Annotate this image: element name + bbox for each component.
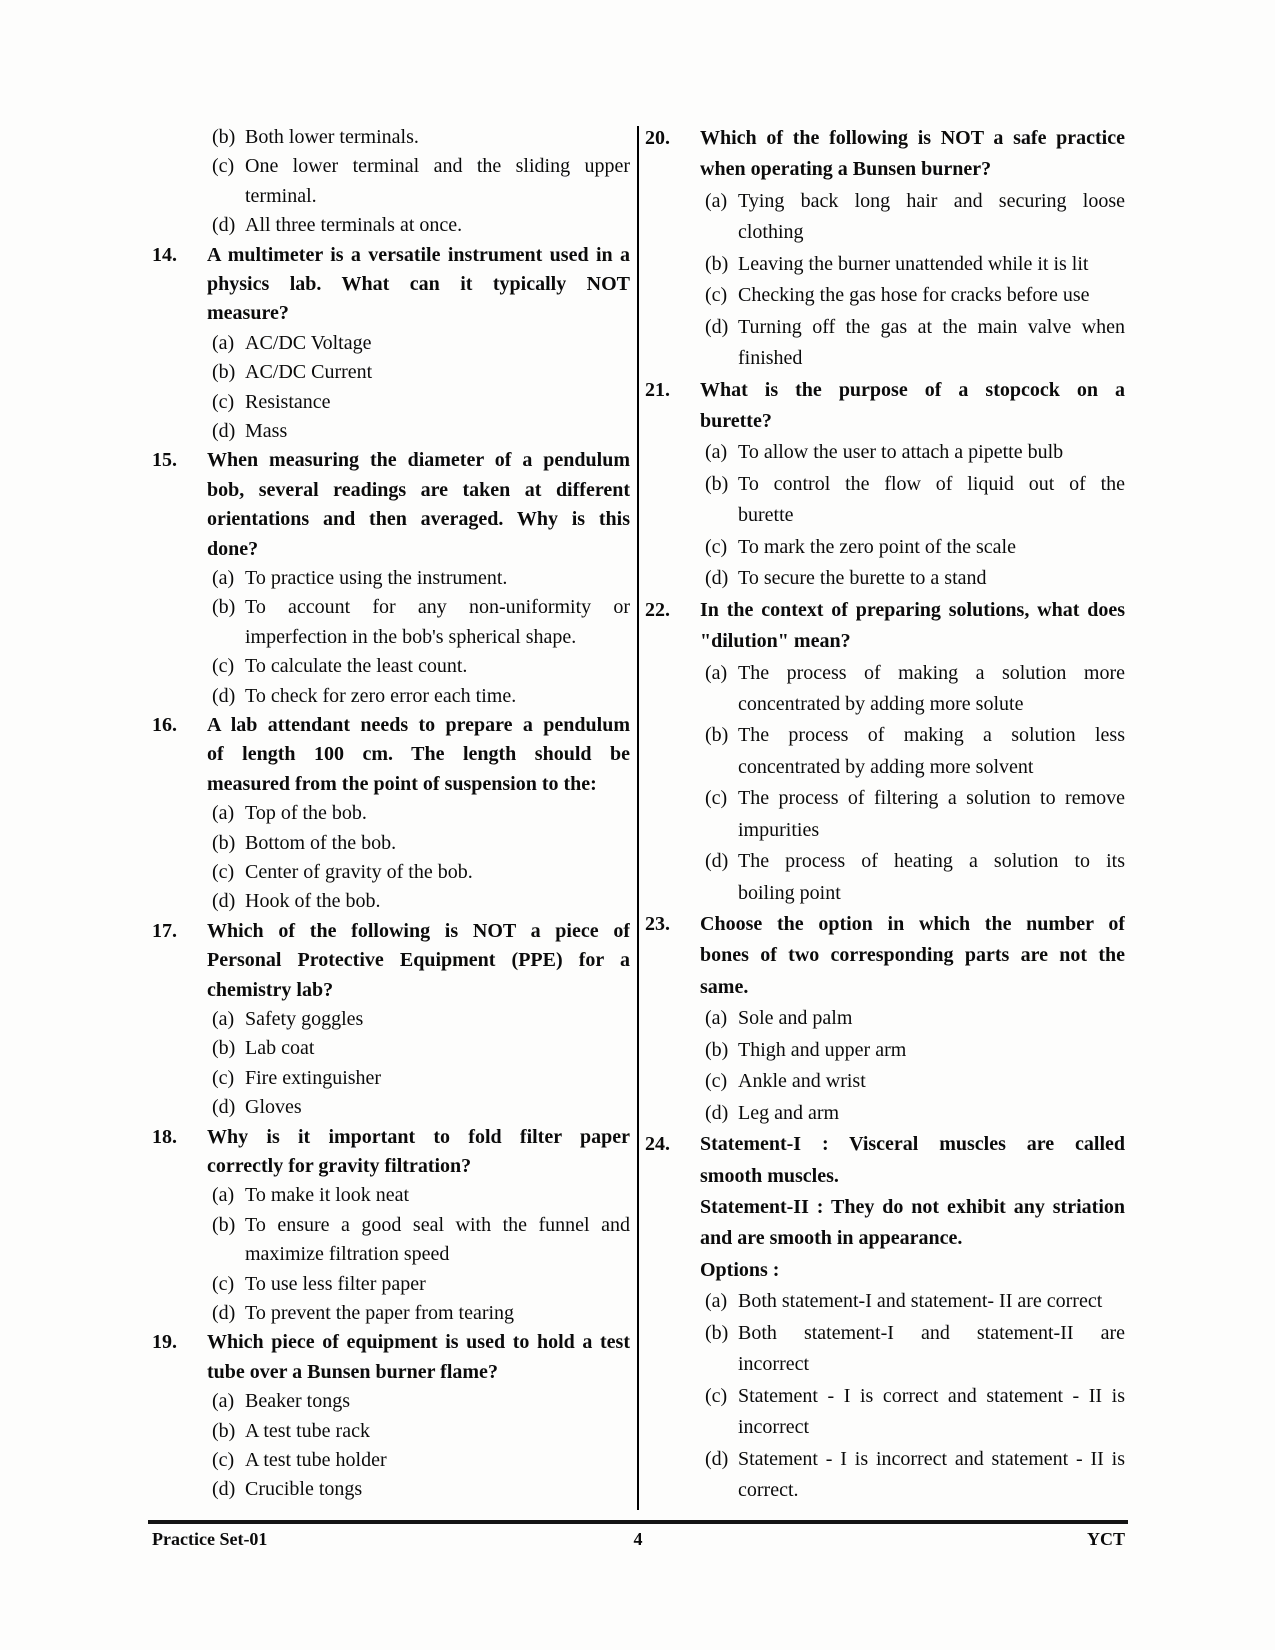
option-row: [212, 1211, 630, 1270]
text-line-question: burette?: [700, 409, 772, 432]
option-row: [705, 532, 1125, 563]
option-label: (b): [212, 1419, 236, 1442]
option-label: (c): [705, 787, 728, 810]
question-number: 20.: [645, 127, 670, 149]
option-row: [212, 329, 630, 358]
right-question-column: [645, 123, 1125, 1506]
option-label: (a): [212, 566, 235, 589]
option-label: (c): [705, 284, 728, 307]
question-paragraph: [207, 711, 630, 799]
left-question-column: [152, 123, 630, 1505]
option-text: [245, 829, 630, 858]
text-line-question: Statement-II : They do not exhibit any striation: [700, 1196, 1125, 1219]
option-row: [212, 858, 630, 887]
option-row: [212, 887, 630, 916]
text-line-question: Why is it important to fold filter paper: [207, 1125, 630, 1148]
text-line-question: tube over a Bunsen burner flame?: [207, 1360, 498, 1383]
question-paragraph: [207, 241, 630, 329]
question-body: [207, 917, 630, 1123]
option-row: [705, 249, 1125, 280]
option-text: [738, 563, 1125, 594]
option-label: (a): [212, 331, 235, 354]
text-line-option: Statement - I is correct and statement - II is: [738, 1384, 1125, 1407]
option-text: [245, 593, 630, 652]
option-row: [705, 658, 1125, 721]
text-line-question: Options :: [700, 1258, 780, 1281]
text-line-option: impurities: [738, 818, 820, 841]
option-label: (b): [212, 831, 236, 854]
option-text: [738, 1003, 1125, 1034]
text-line-question: correctly for gravity filtration?: [207, 1154, 472, 1177]
text-line-question: Which of the following is NOT a piece of: [207, 919, 630, 942]
text-line-question: chemistry lab?: [207, 978, 334, 1001]
option-row: [705, 280, 1125, 311]
text-line-option: maximize filtration speed: [245, 1243, 450, 1266]
footer-practice-set-label: Practice Set-01: [152, 1529, 268, 1549]
option-row: [212, 417, 630, 446]
question-block: [645, 595, 1125, 909]
option-label: (a): [705, 441, 728, 464]
option-text: [738, 469, 1125, 532]
option-row: [212, 829, 630, 858]
option-row: [705, 186, 1125, 249]
question-number: 17.: [152, 919, 177, 942]
option-row: [212, 1446, 630, 1475]
option-text: [738, 186, 1125, 249]
question-number: 19.: [152, 1331, 177, 1354]
option-text: [245, 417, 630, 446]
option-row: [705, 1444, 1125, 1507]
option-label: (d): [212, 890, 236, 913]
text-line-option: Both lower terminals.: [245, 126, 419, 148]
text-line-question: A multimeter is a versatile instrument used in a: [207, 243, 630, 266]
text-line-option: To practice using the instrument.: [245, 566, 508, 589]
option-row: [705, 1066, 1125, 1097]
text-line-option: Leg and arm: [738, 1101, 840, 1124]
option-row: [705, 1098, 1125, 1129]
option-row: [212, 1417, 630, 1446]
text-line-option: Top of the bob.: [245, 802, 367, 825]
option-row: [705, 1003, 1125, 1034]
text-line-option: Both statement-I and statement- II are correct: [738, 1290, 1103, 1313]
option-row: [705, 312, 1125, 375]
text-line-option: Sole and palm: [738, 1007, 853, 1030]
text-line-option: clothing: [738, 221, 804, 244]
question-body: [207, 123, 630, 241]
text-line-option: To make it look neat: [245, 1184, 410, 1207]
text-line-question: smooth muscles.: [700, 1164, 839, 1187]
option-text: [245, 1181, 630, 1210]
option-row: [212, 1005, 630, 1034]
text-line-question: orientations and then averaged. Why is this: [207, 508, 630, 531]
question-paragraph: [700, 595, 1125, 658]
question-body: [700, 375, 1125, 595]
question-number: 14.: [152, 243, 177, 266]
text-line-option: To allow the user to attach a pipette bulb: [738, 441, 1064, 464]
option-row: [212, 211, 630, 240]
text-line-option: Crucible tongs: [245, 1478, 363, 1501]
question-body: [207, 241, 630, 447]
question-body: [207, 711, 630, 917]
question-paragraph: [207, 917, 630, 1005]
option-label: (c): [212, 155, 235, 178]
option-row: [212, 564, 630, 593]
text-line-option: concentrated by adding more solvent: [738, 755, 1034, 778]
text-line-option: Bottom of the bob.: [245, 831, 397, 854]
text-line-option: Turning off the gas at the main valve when: [738, 315, 1125, 338]
text-line-question: physics lab. What can it typically NOT: [207, 272, 630, 295]
option-row: [212, 1034, 630, 1063]
option-text: [245, 1299, 630, 1328]
text-line-option: To secure the burette to a stand: [738, 567, 987, 590]
option-label: (c): [705, 1384, 728, 1407]
option-row: [212, 1064, 630, 1093]
text-line-option: A test tube holder: [245, 1448, 387, 1471]
option-text: [245, 858, 630, 887]
option-text: [738, 658, 1125, 721]
option-row: [705, 846, 1125, 909]
option-label: (b): [212, 596, 236, 619]
text-line-question: measured from the point of suspension to the:: [207, 772, 597, 795]
option-label: (d): [212, 419, 236, 442]
text-line-option: Lab coat: [245, 1037, 315, 1060]
question-paragraph: [207, 1328, 630, 1387]
text-line-option: Ankle and wrist: [738, 1070, 866, 1093]
option-text: [738, 720, 1125, 783]
option-label: (c): [212, 1272, 235, 1295]
option-row: [212, 358, 630, 387]
option-text: [245, 1475, 630, 1504]
text-line-option: Leaving the burner unattended while it is lit: [738, 252, 1089, 275]
text-line-option: AC/DC Voltage: [245, 331, 372, 354]
question-number: 23.: [645, 913, 670, 936]
option-row: [212, 799, 630, 828]
question-paragraph: [207, 446, 630, 564]
text-line-option: incorrect: [738, 1353, 810, 1376]
option-label: (d): [212, 1301, 236, 1324]
option-text: [738, 1066, 1125, 1097]
option-label: (b): [705, 724, 729, 747]
text-line-option: Tying back long hair and securing loose: [738, 189, 1125, 212]
text-line-question: measure?: [207, 302, 289, 325]
option-label: (d): [705, 1447, 729, 1470]
text-line-option: The process of filtering a solution to remove: [738, 787, 1125, 810]
option-label: (b): [212, 1213, 236, 1236]
option-label: (b): [705, 472, 729, 495]
option-label: (b): [705, 252, 729, 275]
option-text: [245, 388, 630, 417]
question-number: 21.: [645, 378, 670, 401]
option-label: (d): [212, 1478, 236, 1501]
option-label: (c): [212, 1448, 235, 1471]
text-line-question: done?: [207, 537, 259, 560]
option-label: (d): [705, 315, 729, 338]
text-line-question: bones of two corresponding parts are not the: [700, 944, 1125, 967]
text-line-question: A lab attendant needs to prepare a pendulum: [207, 713, 630, 736]
option-row: [212, 1093, 630, 1122]
text-line-question: When measuring the diameter of a pendulum: [207, 449, 630, 472]
option-row: [212, 1475, 630, 1504]
text-line-option: Statement - I is incorrect and statement - II is: [738, 1447, 1125, 1470]
question-block: [152, 1328, 630, 1504]
text-line-question: In the context of preparing solutions, what does: [700, 598, 1125, 621]
text-line-question: What is the purpose of a stopcock on a: [700, 378, 1125, 401]
text-line-option: The process of making a solution less: [738, 724, 1125, 747]
question-number: 24.: [645, 1133, 670, 1156]
option-label: (a): [212, 1007, 235, 1030]
option-row: [212, 1270, 630, 1299]
option-text: [738, 1318, 1125, 1381]
footer-publisher-label: YCT: [1086, 1529, 1125, 1549]
text-line-option: Thigh and upper arm: [738, 1038, 907, 1061]
option-text: [245, 1417, 630, 1446]
text-line-option: To control the flow of liquid out of the: [738, 472, 1125, 495]
text-line-question: and are smooth in appearance.: [700, 1227, 963, 1250]
option-row: [212, 123, 630, 152]
option-text: [738, 783, 1125, 846]
option-label: (c): [705, 535, 728, 558]
text-line-option: Beaker tongs: [245, 1390, 350, 1413]
option-text: [245, 682, 630, 711]
option-label: (d): [705, 850, 729, 873]
text-line-option: concentrated by adding more solute: [738, 692, 1024, 715]
text-line-option: correct.: [738, 1478, 799, 1501]
option-text: [738, 249, 1125, 280]
text-line-option: One lower terminal and the sliding upper: [245, 155, 630, 178]
text-line-option: To prevent the paper from tearing: [245, 1301, 515, 1324]
option-text: [738, 1444, 1125, 1507]
text-line-option: The process of heating a solution to its: [738, 850, 1125, 873]
question-paragraph: [700, 1255, 1125, 1286]
option-row: [212, 1181, 630, 1210]
text-line-option: terminal.: [245, 184, 317, 207]
text-line-option: Resistance: [245, 390, 331, 413]
option-row: [705, 720, 1125, 783]
option-text: [245, 1270, 630, 1299]
text-line-question: Statement-I : Visceral muscles are called: [700, 1133, 1125, 1156]
question-number: 16.: [152, 713, 177, 736]
option-label: (d): [212, 1096, 236, 1119]
text-line-option: A test tube rack: [245, 1419, 370, 1442]
question-number: 18.: [152, 1125, 177, 1148]
question-paragraph: [207, 1123, 630, 1182]
text-line-option: boiling point: [738, 881, 841, 904]
option-label: (c): [705, 1070, 728, 1093]
option-text: [738, 437, 1125, 468]
option-label: (d): [212, 214, 236, 237]
text-line-option: Gloves: [245, 1096, 302, 1119]
option-label: (c): [212, 860, 235, 883]
option-label: (c): [212, 390, 235, 413]
option-text: [738, 1098, 1125, 1129]
text-line-option: imperfection in the bob's spherical shape.: [245, 625, 577, 648]
option-row: [705, 1286, 1125, 1317]
question-body: [700, 595, 1125, 909]
option-label: (a): [705, 189, 728, 212]
text-line-option: Both statement-I and statement-II are: [738, 1321, 1125, 1344]
option-text: [245, 564, 630, 593]
question-paragraph: [700, 909, 1125, 1003]
question-block: [152, 1123, 630, 1329]
question-body: [207, 446, 630, 711]
option-text: [738, 280, 1125, 311]
option-text: [245, 887, 630, 916]
question-body: [700, 123, 1125, 375]
text-line-question: when operating a Bunsen burner?: [700, 158, 992, 181]
option-text: [245, 1005, 630, 1034]
option-row: [212, 388, 630, 417]
text-line-option: Hook of the bob.: [245, 890, 381, 913]
text-line-option: To check for zero error each time.: [245, 684, 517, 707]
question-number: 15.: [152, 449, 177, 472]
text-line-option: To use less filter paper: [245, 1272, 426, 1295]
option-label: (d): [705, 1101, 729, 1124]
option-text: [245, 1064, 630, 1093]
option-label: (a): [212, 802, 235, 825]
text-line-question: bob, several readings are taken at different: [207, 478, 630, 501]
option-label: (b): [212, 126, 236, 148]
text-line-option: Center of gravity of the bob.: [245, 860, 473, 883]
option-row: [212, 593, 630, 652]
option-text: [738, 846, 1125, 909]
option-row: [705, 563, 1125, 594]
column-divider-rule: [637, 126, 639, 1510]
text-line-question: same.: [700, 975, 749, 998]
text-line-question: of length 100 cm. The length should be: [207, 743, 630, 766]
option-text: [245, 1387, 630, 1416]
option-label: (b): [705, 1038, 729, 1061]
option-label: (a): [705, 1290, 728, 1313]
option-row: [212, 152, 630, 211]
text-line-option: incorrect: [738, 1416, 810, 1439]
text-line-option: burette: [738, 504, 794, 527]
option-row: [212, 1387, 630, 1416]
option-row: [212, 652, 630, 681]
text-line-option: finished: [738, 347, 803, 370]
option-label: (b): [212, 361, 236, 384]
question-body: [207, 1328, 630, 1504]
question-body: [207, 1123, 630, 1329]
option-label: (c): [212, 1066, 235, 1089]
question-paragraph: [700, 123, 1125, 186]
text-line-question: Which piece of equipment is used to hold a test: [207, 1331, 630, 1354]
option-text: [245, 152, 630, 211]
option-text: [738, 1381, 1125, 1444]
option-text: [245, 358, 630, 387]
option-text: [245, 1093, 630, 1122]
option-label: (a): [705, 661, 728, 684]
option-row: [705, 469, 1125, 532]
option-label: (a): [705, 1007, 728, 1030]
text-line-option: To account for any non-uniformity or: [245, 596, 630, 619]
text-line-option: AC/DC Current: [245, 361, 373, 384]
question-block: [645, 123, 1125, 375]
option-text: [738, 312, 1125, 375]
question-block: [645, 909, 1125, 1129]
option-text: [738, 1286, 1125, 1317]
question-paragraph: [700, 1129, 1125, 1192]
footer-page-number: 4: [633, 1529, 643, 1549]
question-block: [645, 1129, 1125, 1506]
text-line-option: Fire extinguisher: [245, 1066, 382, 1089]
question-paragraph: [700, 375, 1125, 438]
option-text: [245, 211, 630, 240]
option-text: [245, 123, 630, 152]
option-text: [245, 1034, 630, 1063]
question-block: [152, 917, 630, 1123]
option-label: (b): [705, 1321, 729, 1344]
text-line-option: Mass: [245, 419, 288, 442]
page-footer: [148, 1529, 1128, 1555]
option-text: [245, 652, 630, 681]
question-number: 22.: [645, 598, 670, 621]
question-block: [152, 123, 630, 241]
option-label: (a): [212, 1390, 235, 1413]
option-label: (d): [705, 567, 729, 590]
option-label: (a): [212, 1184, 235, 1207]
option-label: (c): [212, 655, 235, 678]
option-row: [705, 1381, 1125, 1444]
option-row: [705, 1318, 1125, 1381]
text-line-option: Safety goggles: [245, 1007, 364, 1030]
option-text: [738, 532, 1125, 563]
option-text: [245, 799, 630, 828]
text-line-option: The process of making a solution more: [738, 661, 1125, 684]
option-row: [705, 437, 1125, 468]
option-label: (d): [212, 684, 236, 707]
text-line-option: Checking the gas hose for cracks before use: [738, 284, 1090, 307]
text-line-option: To ensure a good seal with the funnel and: [245, 1213, 630, 1236]
text-line-question: Personal Protective Equipment (PPE) for a: [207, 949, 630, 972]
question-paragraph: [700, 1192, 1125, 1255]
text-line-option: To calculate the least count.: [245, 655, 468, 678]
question-body: [700, 1129, 1125, 1506]
text-line-question: Which of the following is NOT a safe practice: [700, 127, 1125, 149]
text-line-option: To mark the zero point of the scale: [738, 535, 1016, 558]
option-text: [738, 1035, 1125, 1066]
text-line-option: All three terminals at once.: [245, 214, 463, 237]
text-line-question: "dilution" mean?: [700, 630, 851, 653]
option-label: (b): [212, 1037, 236, 1060]
question-block: [152, 241, 630, 447]
option-row: [212, 682, 630, 711]
option-text: [245, 1211, 630, 1270]
text-line-question: Choose the option in which the number of: [700, 913, 1125, 936]
option-row: [212, 1299, 630, 1328]
option-row: [705, 1035, 1125, 1066]
option-row: [705, 783, 1125, 846]
question-block: [152, 446, 630, 711]
question-body: [700, 909, 1125, 1129]
question-block: [645, 375, 1125, 595]
option-text: [245, 1446, 630, 1475]
question-block: [152, 711, 630, 917]
option-text: [245, 329, 630, 358]
footer-rule: [148, 1520, 1128, 1524]
